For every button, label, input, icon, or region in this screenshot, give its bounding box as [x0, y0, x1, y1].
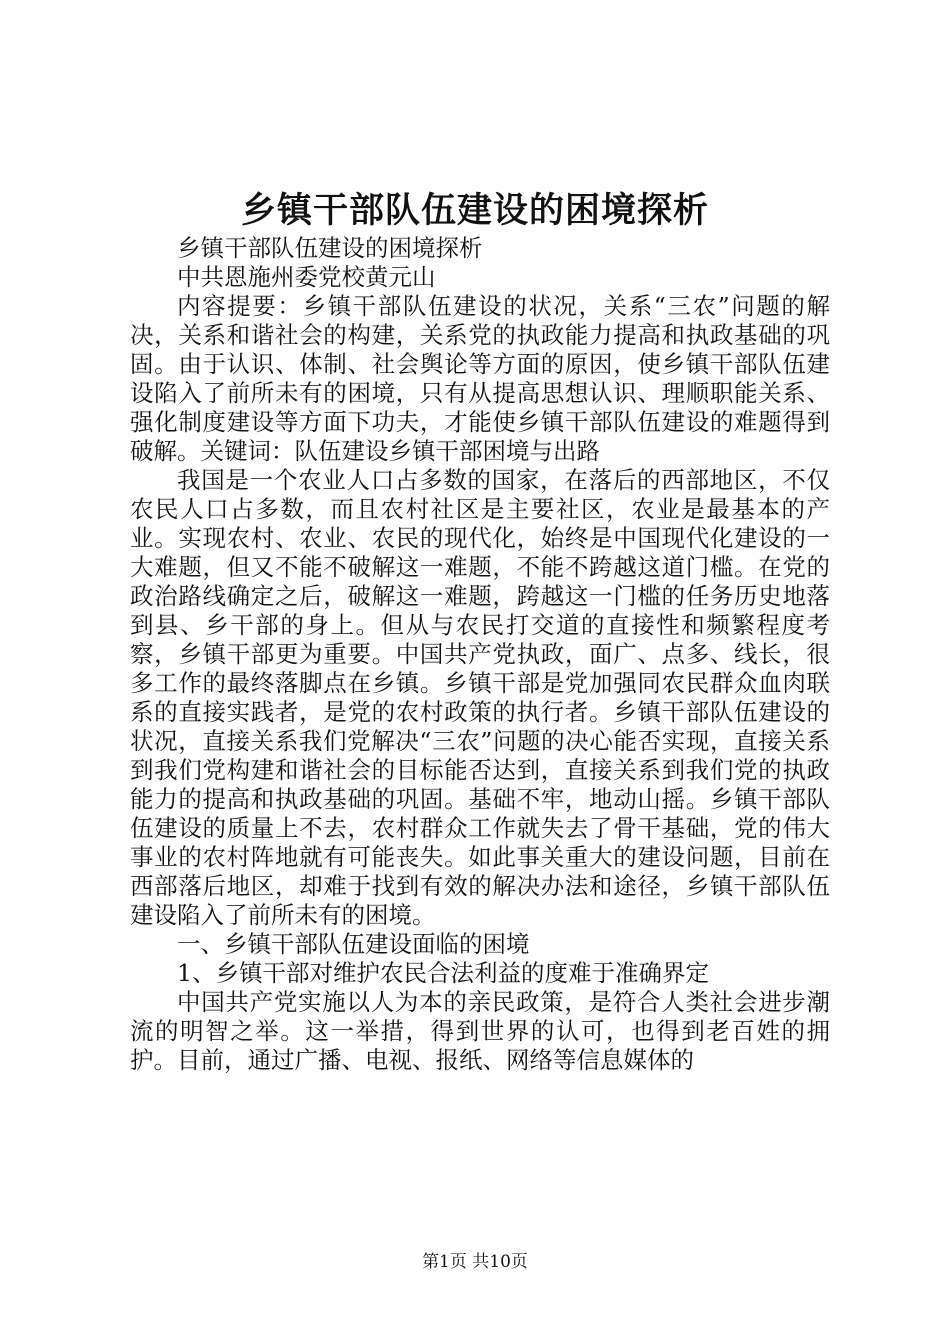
subtitle-paragraph: 乡镇干部队伍建设的困境探析: [177, 234, 483, 262]
page-footer: 第1页 共10页: [422, 1252, 528, 1272]
body-paragraph: 我国是一个农业人口占多数的国家，在落后的西部地区，不仅农民人口占多数，而且农村社区是主要社区，农业是最基本的产业。实现农村、农业、农民的现代化，始终是中国现代化建设的一大难题，但又不能不破解这一难题，不能不跨越这道门槛。在党的政治路线确定之后，破解这一难题，跨越这一门槛的任务历史地落到县、乡干部的身上。但从与农民打交道的直接性和频繁程度考察，乡镇干部更为重要。中国共产党执政，面广、点多、线长，很多工作的最终落脚点在乡镇。乡镇干部是党加强同农民群众血肉联系的直接实践者，是党的农村政策的执行者。乡镇干部队伍建设的状况，直接关系我们党解决“三农”问题的决心能否实现，直接关系到我们党构建和谐社会的目标能否达到，直接关系到我们党的执政能力的提高和执政基础的巩固。基础不牢，地动山摇。乡镇干部队伍建设的质量上不去，农村群众工作就失去了骨干基础，党的伟大事业的农村阵地就有可能丧失。如此事关重大的建设问题，目前在西部落后地区，却难于找到有效的解决办法和途径，乡镇干部队伍建设陷入了前所未有的困境。: [130, 466, 830, 929]
document-body: [130, 234, 830, 1075]
section-heading: 一、乡镇干部队伍建设面临的困境: [177, 930, 530, 958]
document-title: 乡镇干部队伍建设的困境探析: [240, 190, 709, 231]
subsection-heading: 1、乡镇干部对维护农民合法利益的度难于准确界定: [177, 959, 709, 987]
body-paragraph: 中国共产党实施以人为本的亲民政策，是符合人类社会进步潮流的明智之举。这一举措，得到世界的认可，也得到老百姓的拥护。目前，通过广播、电视、报纸、网络等信息媒体的: [130, 988, 830, 1074]
author-line: 中共恩施州委党校黄元山: [177, 263, 436, 291]
abstract-paragraph: 内容提要：乡镇干部队伍建设的状况，关系“三农”问题的解决，关系和谐社会的构建，关系党的执政能力提高和执政基础的巩固。由于认识、体制、社会舆论等方面的原因，使乡镇干部队伍建设陷入了前所未有的困境，只有从提高思想认识、理顺职能关系、强化制度建设等方面下功夫，才能使乡镇干部队伍建设的难题得到破解。关键词：队伍建设乡镇干部困境与出路: [130, 292, 830, 465]
